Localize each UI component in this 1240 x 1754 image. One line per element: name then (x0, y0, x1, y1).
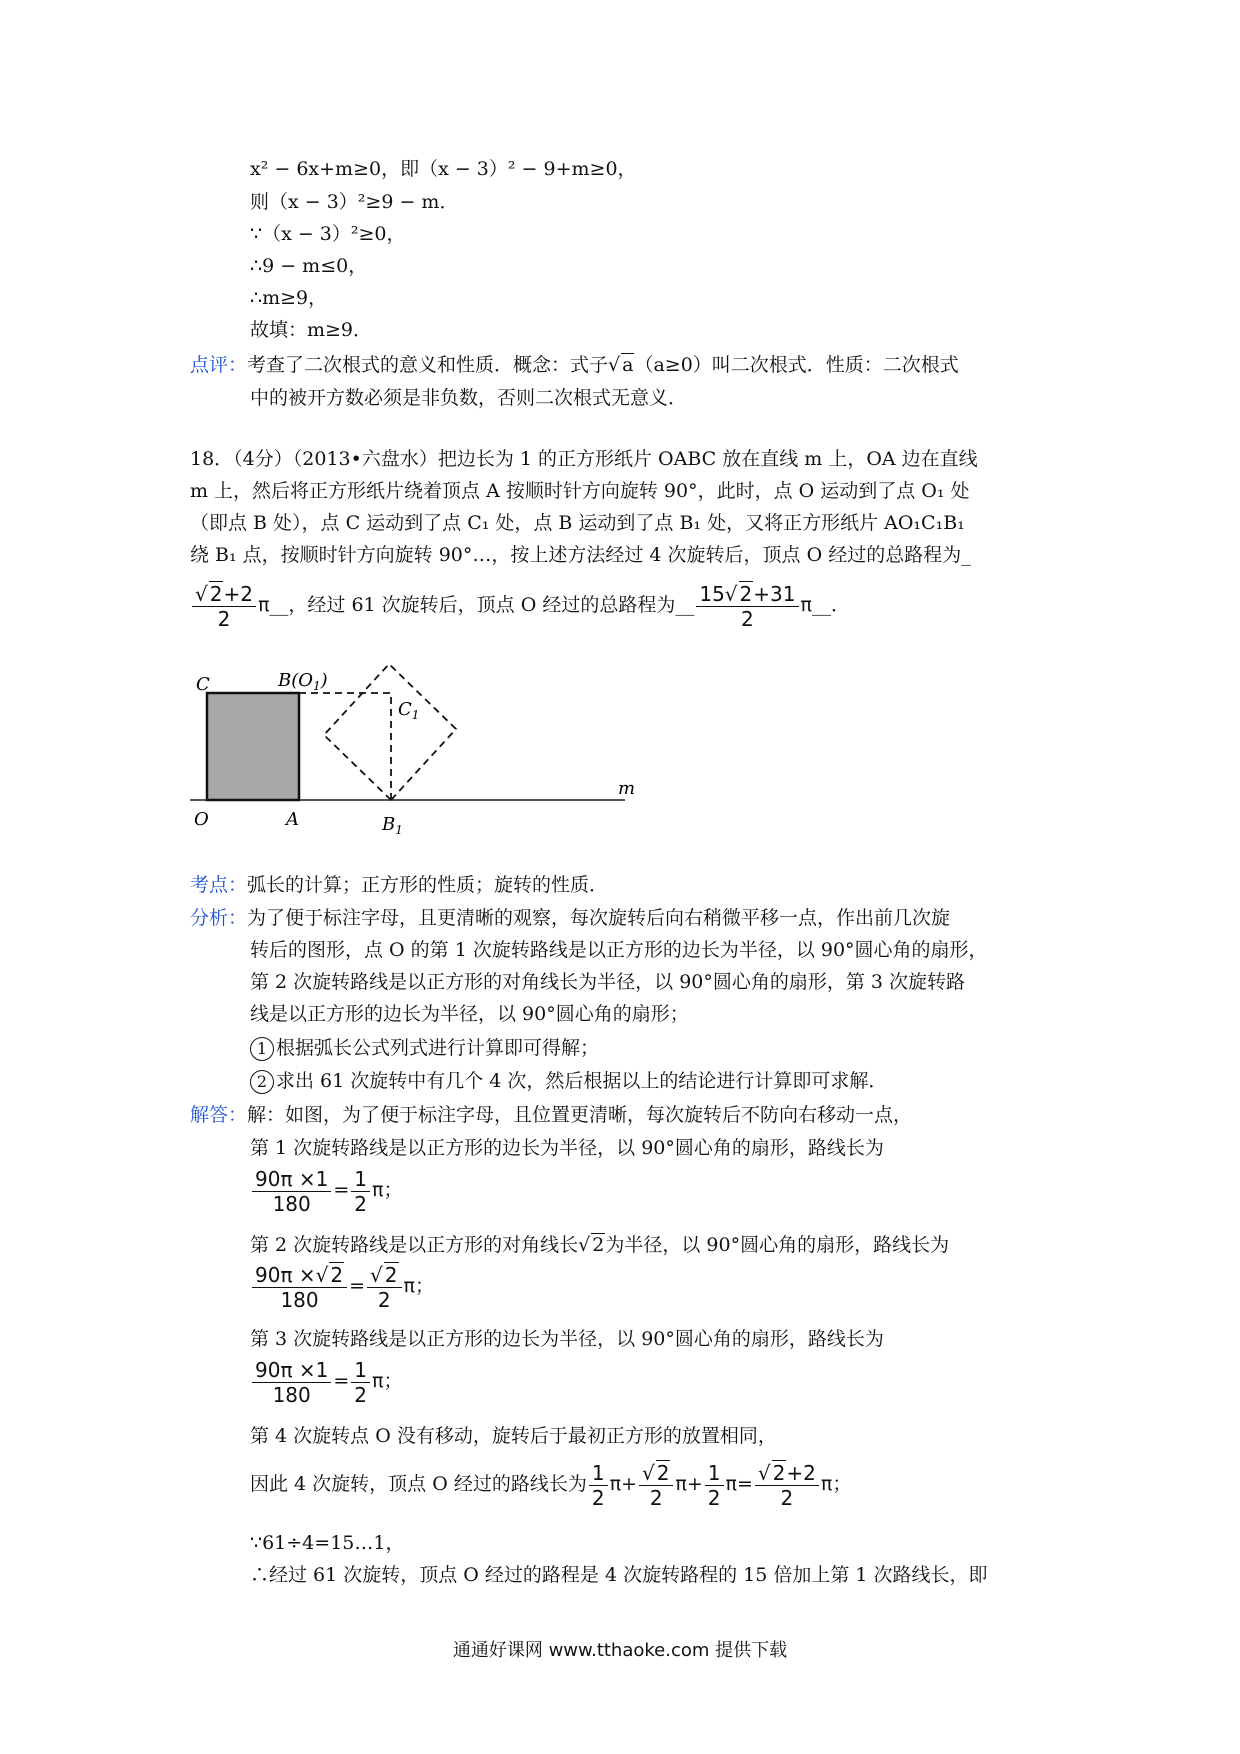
jieda-line-1: 解答：解：如图，为了便于标注字母，且位置更清晰，每次旋转后不防向右移动一点， (190, 1104, 913, 1126)
solution-line-1: x² − 6x+m≥0，即（x − 3）² − 9+m≥0， (250, 158, 637, 180)
page-footer: 通通好课网 www.tthaoke.com 提供下载 (452, 1640, 788, 1661)
square-OABC (207, 693, 299, 800)
solution-line-3: ∵（x − 3）²≥0， (250, 223, 406, 245)
solution-line-6: 故填：m≥9． (250, 319, 373, 341)
kaodian-line: 考点：弧长的计算；正方形的性质；旋转的性质． (190, 874, 609, 896)
jieda-formula-3: $\frac{90\pi \times 1}{180}$ = $\frac{1}{2}$ π； (250, 1353, 402, 1409)
jieda-line-6: 因此 4 次旋转，顶点 O 经过的路线长为 $\frac{1}{2}$ π+ $\frac{√ 2}{2}$ π+ $\frac{1}{2}$ π= $\frac{√ 2+2}{2}$ π； (250, 1460, 852, 1510)
jieda-formula-2: $\frac{90\pi \times√ 2}{180}$ = $\frac{√ 2}{2}$ π； (250, 1258, 434, 1314)
fenxi-line-3: 第 2 次旋转路线是以正方形的对角线长为半径，以 90°圆心角的扇形，第 3 次旋转路 (250, 971, 966, 993)
sqrt-a: √ a (608, 354, 634, 376)
kaodian-label: 考点： (190, 874, 248, 896)
label-A: A (286, 809, 299, 830)
jieda-line-2: 第 1 次旋转路线是以正方形的边长为半径，以 90°圆心角的扇形，路线长为 (250, 1137, 884, 1159)
fenxi-line-4: 线是以正方形的边长为半径，以 90°圆心角的扇形； (250, 1003, 689, 1025)
label-m: m (618, 778, 636, 799)
circle-1-icon: 1 (250, 1037, 274, 1061)
fenxi-line-2: 转后的图形，点 O 的第 1 次旋转路线是以正方形的边长为半径，以 90°圆心角的扇形， (250, 939, 988, 961)
label-O: O (194, 809, 209, 830)
square-rotated-2 (324, 664, 456, 800)
question-18-line-2: m 上，然后将正方形纸片绕着顶点 A 按顺时针方向旋转 90°，此时，点 O 运动到了点 O₁ 处 (190, 480, 970, 502)
rotation-figure (190, 660, 650, 840)
label-C: C (196, 674, 210, 695)
fenxi-label: 分析： (190, 907, 248, 929)
jieda-line-5: 第 4 次旋转点 O 没有移动，旋转后于最初正方形的放置相同， (250, 1425, 777, 1447)
question-18-line-4: 绕 B₁ 点，按顺时针方向旋转 90°…，按上述方法经过 4 次旋转后，顶点 O 经过的总路程为_ (190, 544, 971, 566)
dianping-line-1: 点评：考查了二次根式的意义和性质．概念：式子√ a（a≥0）叫二次根式．性质：二次根式 (190, 354, 959, 376)
answer-1-fraction: $\frac{√ 2+2}{2}$ (192, 582, 256, 631)
dianping-label: 点评： (190, 354, 248, 376)
jieda-line-3: 第 2 次旋转路线是以正方形的对角线长√ 2为半径，以 90°圆心角的扇形，路线长为 (250, 1234, 950, 1256)
circle-2-icon: 2 (250, 1070, 274, 1094)
solution-line-2: 则（x − 3）²≥9 − m． (250, 191, 459, 213)
fenxi-line-5: 1 根据弧长公式列式进行计算即可得解； (250, 1035, 599, 1061)
label-B1: $B_1$ (382, 814, 403, 837)
solution-line-5: ∴m≥9， (250, 287, 328, 309)
fenxi-line-1: 分析：为了便于标注字母，且更清晰的观察，每次旋转后向右稍微平移一点，作出前几次旋 (190, 907, 951, 929)
jieda-label: 解答： (190, 1104, 248, 1126)
jieda-line-4: 第 3 次旋转路线是以正方形的边长为半径，以 90°圆心角的扇形，路线长为 (250, 1328, 884, 1350)
dianping-line-2: 中的被开方数必须是非负数，否则二次根式无意义． (250, 387, 688, 409)
square-rotated-1 (299, 693, 391, 800)
question-18-line-5: $\frac{√ 2+2}{2}$ π__，经过 61 次旋转后，顶点 O 经过的总路程为__ $\frac{15√ 2+31}{2}$ π__． (190, 580, 850, 631)
answer-2-fraction: $\frac{15√ 2+31}{2}$ (696, 582, 798, 631)
label-B-O1: $B(O_1)$ (278, 670, 328, 693)
fenxi-line-6: 2 求出 61 次旋转中有几个 4 次，然后根据以上的结论进行计算即可求解． (250, 1068, 887, 1094)
jieda-line-8: ∴经过 61 次旋转，顶点 O 经过的路程是 4 次旋转路程的 15 倍加上第 1 次路线长，即 (250, 1564, 988, 1586)
jieda-formula-1: $\frac{90\pi \times 1}{180}$ = $\frac{1}{2}$ π； (250, 1162, 402, 1218)
jieda-line-7: ∵61÷4=15…1， (250, 1532, 405, 1554)
solution-line-4: ∴9 − m≤0， (250, 255, 368, 277)
question-18-line-3: （即点 B 处），点 C 运动到了点 C₁ 处，点 B 运动到了点 B₁ 处，又将正方形纸片 AO₁C₁B₁ (190, 512, 965, 534)
label-C1: $C_1$ (398, 699, 420, 722)
question-18-line-1: 18．（4分）（2013•六盘水）把边长为 1 的正方形纸片 OABC 放在直线 m 上，OA 边在直线 (190, 448, 978, 470)
